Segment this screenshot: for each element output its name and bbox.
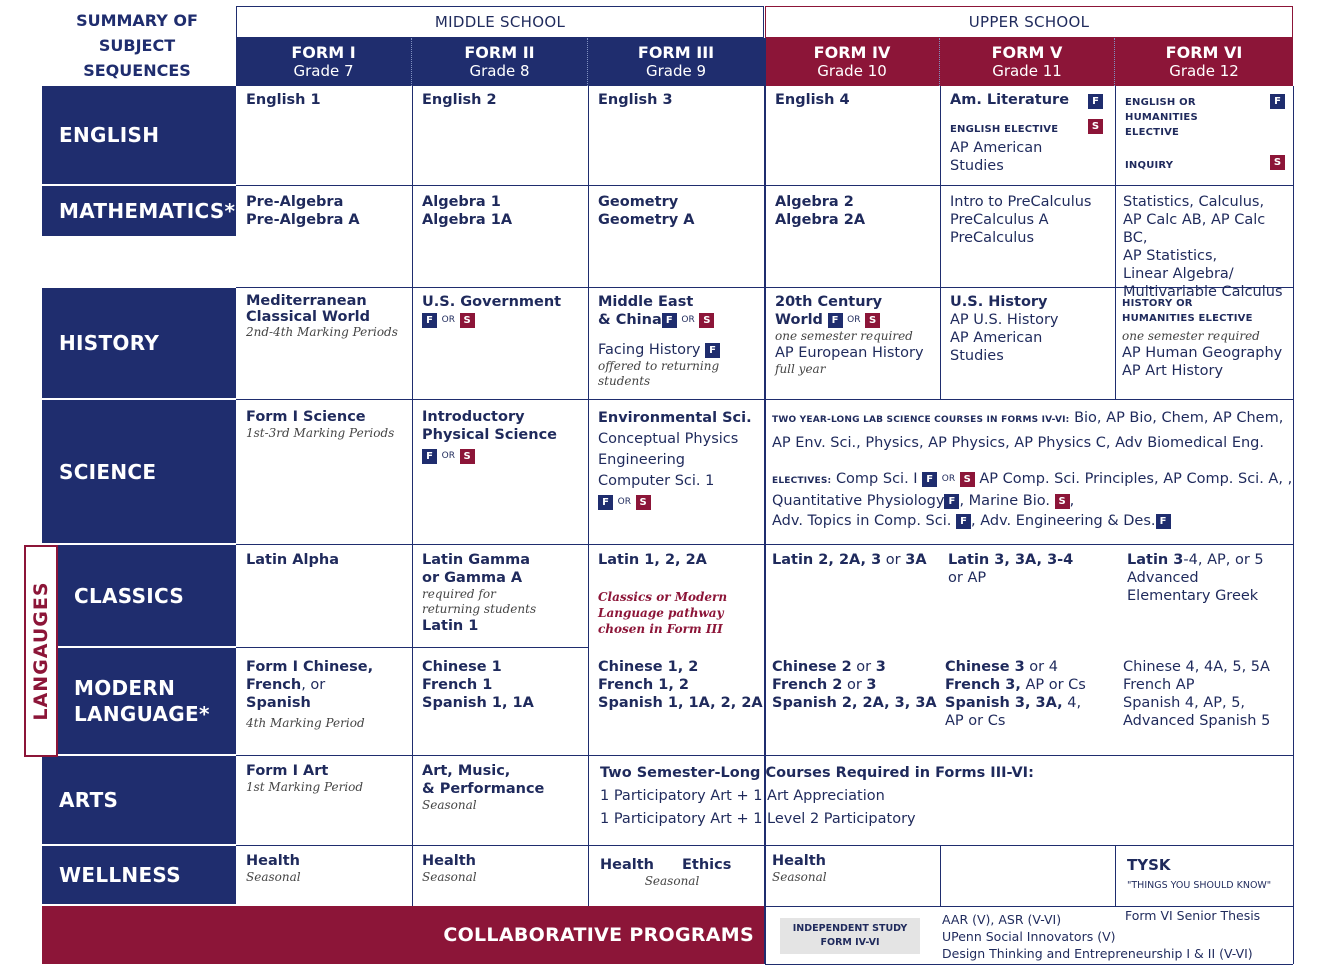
wellness-form-4 xyxy=(765,846,940,904)
middle-school-header: MIDDLE SCHOOL xyxy=(236,6,764,38)
modern-f5-row xyxy=(945,676,1115,694)
english-form-3: English 3 xyxy=(598,92,673,108)
fall-tag: F xyxy=(828,313,843,328)
spring-tag: S xyxy=(960,472,975,487)
science-line: Physical Science xyxy=(422,427,557,443)
classics-line: or Gamma A xyxy=(422,570,523,586)
wellness-note: Seasonal xyxy=(644,874,700,888)
modern-line: Spanish 4, AP, 5, xyxy=(1123,695,1246,711)
modern-f4-row xyxy=(772,676,940,694)
pathway-note xyxy=(598,589,764,637)
history-line: Facing History xyxy=(598,342,701,358)
form-name: FORM I xyxy=(291,43,356,62)
collab-program: UPenn Social Innovators (V) xyxy=(942,929,1116,944)
modern-f1-row xyxy=(246,676,412,694)
science-line: Introductory xyxy=(422,409,525,425)
modern-line: 3 xyxy=(866,677,877,693)
modern-note: 4th Marking Period xyxy=(246,716,365,730)
science-elective: AP Comp. Sci. Principles, AP Comp. Sci. A, , xyxy=(979,471,1293,487)
science-elective: , Marine Bio. xyxy=(959,493,1050,509)
science-elective: Quantitative Physiology xyxy=(772,493,945,509)
history-line: AP European History xyxy=(775,345,924,361)
or-text: OR xyxy=(617,497,631,507)
english-f5-title: Am. Literature xyxy=(950,92,1070,108)
history-line: AP American xyxy=(950,330,1043,346)
history-line: 20th Century xyxy=(775,294,883,310)
wellness-form-3 xyxy=(588,846,764,904)
upper-school-header: UPPER SCHOOL xyxy=(765,6,1293,38)
math-line: Intro to PreCalculus xyxy=(950,194,1092,210)
title-line: SEQUENCES xyxy=(83,61,191,80)
fall-tag: F xyxy=(422,313,437,328)
independent-study-line: FORM IV-VI xyxy=(820,937,880,948)
languages-label: LANGAUGES xyxy=(30,581,52,721)
history-note: full year xyxy=(775,362,826,376)
arts-requirement: 1 Participatory Art + 1 Art Appreciation xyxy=(600,788,885,804)
history-form-5 xyxy=(940,288,1115,398)
row-label-modern-language xyxy=(58,648,236,754)
fall-tag: F xyxy=(1088,94,1103,109)
math-form-2 xyxy=(412,186,588,286)
modern-form-6 xyxy=(1115,649,1293,754)
spring-tag: S xyxy=(636,495,651,510)
arts-line: Form I Art xyxy=(246,763,329,779)
arts-line: & Performance xyxy=(422,781,545,797)
spring-tag: S xyxy=(1088,119,1103,134)
english-f6-row xyxy=(1125,94,1293,110)
wellness-line: Health xyxy=(772,853,826,869)
classics-note: returning students xyxy=(422,602,537,616)
or-text: OR xyxy=(441,315,455,325)
form-grade: Grade 7 xyxy=(293,62,354,80)
row-label-math: MATHEMATICS* xyxy=(42,186,236,236)
modern-line: Chinese 4, 4A, 5, 5A xyxy=(1123,659,1270,675)
history-line: HISTORY OR xyxy=(1122,298,1193,309)
classics-form-5 xyxy=(940,545,1115,646)
spring-tag: S xyxy=(460,449,475,464)
form-grade: Grade 11 xyxy=(992,62,1062,80)
science-lab-label: TWO YEAR-LONG LAB SCIENCE COURSES IN FORMS IV-VI: xyxy=(772,415,1070,425)
english-f6-line: ENGLISH OR xyxy=(1125,97,1196,108)
modern-form-4 xyxy=(765,649,940,754)
classics-line: Latin 3 xyxy=(1127,552,1184,568)
modern-line: or xyxy=(842,677,867,693)
math-form-4 xyxy=(765,186,940,286)
form-header-2 xyxy=(412,38,588,86)
modern-f5-row xyxy=(945,694,1115,712)
math-line: Algebra 1A xyxy=(422,212,513,228)
form-grade: Grade 8 xyxy=(469,62,530,80)
form-grade: Grade 10 xyxy=(817,62,887,80)
modern-label-line: MODERN xyxy=(74,676,176,700)
modern-line: Spanish 2, 2A, 3, 3A xyxy=(772,695,937,711)
english-form-1: English 1 xyxy=(246,92,321,108)
history-line: HUMANITIES ELECTIVE xyxy=(1122,313,1253,324)
math-line: Geometry xyxy=(598,194,679,210)
english-f6-inquiry: INQUIRY xyxy=(1125,160,1174,171)
independent-study-line: INDEPENDENT STUDY xyxy=(792,923,908,934)
row-label-wellness: WELLNESS xyxy=(42,846,236,904)
grid-line xyxy=(765,906,1293,907)
science-lab-line xyxy=(772,408,1293,430)
math-line: Statistics, Calculus, xyxy=(1123,194,1265,210)
history-line: AP Human Geography xyxy=(1122,345,1283,361)
form-name: FORM II xyxy=(464,43,535,62)
science-elective: Adv. Topics in Comp. Sci. xyxy=(772,513,952,529)
classics-form-2 xyxy=(412,545,588,646)
science-elective-line xyxy=(772,511,1293,531)
math-line: Multivariable Calculus xyxy=(1123,284,1283,300)
grid-line xyxy=(1293,86,1294,964)
science-form-3 xyxy=(588,400,764,543)
modern-line: Chinese 3 xyxy=(945,659,1025,675)
row-label-science: SCIENCE xyxy=(42,400,236,543)
wellness-form-1 xyxy=(236,846,412,904)
languages-tab xyxy=(24,545,58,757)
form-header-6 xyxy=(1115,38,1293,86)
classics-note: required for xyxy=(422,587,496,601)
english-form-6 xyxy=(1115,86,1293,184)
science-form-1 xyxy=(236,400,412,543)
math-line: PreCalculus xyxy=(950,230,1035,246)
classics-line: or xyxy=(881,552,906,568)
modern-form-1 xyxy=(236,649,412,754)
science-form-2 xyxy=(412,400,588,543)
row-label-english: ENGLISH xyxy=(42,86,236,184)
title-line: SUMMARY OF xyxy=(76,11,198,30)
history-form-1 xyxy=(236,288,412,398)
title-line: SUBJECT xyxy=(98,36,176,55)
math-line: AP Calc AB, AP Calc BC, xyxy=(1123,212,1266,246)
english-f5-elective: ENGLISH ELECTIVE xyxy=(950,124,1059,135)
classics-line: -4, AP, or 5 xyxy=(1183,552,1264,568)
math-line: Algebra 2 xyxy=(775,194,854,210)
history-form-6 xyxy=(1115,288,1293,398)
spring-tag: S xyxy=(865,313,880,328)
spring-tag: S xyxy=(1055,494,1070,509)
modern-line: Chinese 1 xyxy=(422,659,502,675)
math-line: Algebra 2A xyxy=(775,212,866,228)
wellness-note: Seasonal xyxy=(422,870,477,884)
fall-tag: F xyxy=(1270,94,1285,109)
history-line: Classical World xyxy=(246,309,370,325)
math-form-6 xyxy=(1115,186,1293,300)
grid-line xyxy=(765,964,1293,965)
arts-requirement: 1 Participatory Art + 1 Level 2 Participatory xyxy=(600,811,916,827)
science-line: Computer Sci. 1 xyxy=(598,473,715,489)
classics-line: or AP xyxy=(948,570,987,586)
modern-line: French 1, 2 xyxy=(598,677,689,693)
math-line: AP Statistics, xyxy=(1123,248,1218,264)
fs-tags xyxy=(598,492,764,514)
arts-note: Seasonal xyxy=(422,798,477,812)
wellness-line: TYSK xyxy=(1127,856,1171,874)
classics-line: Latin Gamma xyxy=(422,552,530,568)
modern-line: Spanish 1, 1A xyxy=(422,695,534,711)
wellness-line: Health xyxy=(422,853,476,869)
classics-line: Elementary Greek xyxy=(1127,588,1259,604)
form-name: FORM VI xyxy=(1165,43,1243,62)
wellness-note: Seasonal xyxy=(246,870,301,884)
math-line: Pre-Algebra A xyxy=(246,212,360,228)
math-line: Linear Algebra/ xyxy=(1123,266,1234,282)
math-line: PreCalculus A xyxy=(950,212,1049,228)
classics-line: Latin 1, 2, 2A xyxy=(598,552,707,568)
modern-line: 3 xyxy=(875,659,886,675)
collab-program: Design Thinking and Entrepreneurship I & II (V-VI) xyxy=(942,946,1253,961)
fall-tag: F xyxy=(422,449,437,464)
science-elective: , xyxy=(1069,493,1075,509)
modern-line: Spanish 1, 1A, 2, 2A xyxy=(598,695,763,711)
modern-form-5 xyxy=(940,649,1115,754)
math-form-5 xyxy=(940,186,1115,286)
form-name: FORM IV xyxy=(813,43,891,62)
classics-form-1: Latin Alpha xyxy=(246,552,339,568)
fall-tag: F xyxy=(1156,514,1171,529)
modern-line: Advanced Spanish 5 xyxy=(1123,713,1271,729)
pathway-note-line: chosen in Form III xyxy=(598,622,723,636)
modern-line: Form I Chinese, xyxy=(246,659,374,675)
english-form-5 xyxy=(940,86,1115,184)
fall-tag: F xyxy=(662,313,677,328)
modern-line: Chinese 1, 2 xyxy=(598,659,699,675)
math-form-3 xyxy=(588,186,764,286)
classics-line: Advanced xyxy=(1127,570,1199,586)
science-elective-label: ELECTIVES: xyxy=(772,476,832,486)
history-f3-row xyxy=(598,311,764,329)
wellness-f3-row xyxy=(600,856,764,874)
classics-line: Latin 3, 3A, 3-4 xyxy=(948,552,1074,568)
spring-tag: S xyxy=(699,313,714,328)
fall-tag: F xyxy=(922,472,937,487)
modern-line: Spanish 3, 3A, xyxy=(945,695,1063,711)
pathway-note-line: Classics or Modern xyxy=(598,590,728,604)
science-elective: Comp Sci. I xyxy=(835,471,918,487)
wellness-line: Ethics xyxy=(681,857,732,873)
science-note: 1st-3rd Marking Periods xyxy=(246,426,395,440)
fall-tag: F xyxy=(956,514,971,529)
science-line: Engineering xyxy=(598,452,685,468)
modern-line: Spanish xyxy=(246,695,311,711)
classics-line: Latin 2, 2A, 3 xyxy=(772,552,882,568)
or-text: OR xyxy=(681,315,695,325)
history-line: U.S. Government xyxy=(422,294,562,310)
history-note: 2nd-4th Marking Periods xyxy=(246,325,398,339)
modern-line: French 2 xyxy=(772,677,843,693)
grid-line xyxy=(236,647,588,648)
history-line: Middle East xyxy=(598,294,694,310)
modern-f5-row xyxy=(945,658,1115,676)
modern-line: or xyxy=(851,659,876,675)
arts-line: Art, Music, xyxy=(422,763,511,779)
row-label-history: HISTORY xyxy=(42,288,236,398)
history-line: AP Art History xyxy=(1122,363,1224,379)
fs-tags xyxy=(422,311,588,329)
wellness-line: Health xyxy=(246,853,300,869)
wellness-note: "THINGS YOU SHOULD KNOW" xyxy=(1127,880,1272,891)
english-form-2: English 2 xyxy=(422,92,497,108)
form-header-5 xyxy=(940,38,1115,86)
spring-tag: S xyxy=(1270,155,1285,170)
spring-tag: S xyxy=(460,313,475,328)
modern-label-line: LANGUAGE* xyxy=(74,702,210,726)
history-line: Mediterranean xyxy=(246,293,367,309)
modern-line: or 4 xyxy=(1024,659,1058,675)
wellness-note: Seasonal xyxy=(772,870,827,884)
english-f6-line: ELECTIVE xyxy=(1125,127,1180,138)
classics-line: Latin 1 xyxy=(422,618,479,634)
classics-form-4 xyxy=(765,545,940,646)
science-line: Environmental Sci. xyxy=(598,410,752,426)
form-header-3 xyxy=(588,38,764,86)
history-line: AP U.S. History xyxy=(950,312,1059,328)
english-f6-line: HUMANITIES xyxy=(1125,112,1198,123)
math-line: Geometry A xyxy=(598,212,695,228)
english-f5-line: Studies xyxy=(950,158,1004,174)
modern-line: French 3, xyxy=(945,677,1021,693)
history-form-4 xyxy=(765,288,940,398)
history-line: Studies xyxy=(950,348,1004,364)
form-header-4 xyxy=(765,38,940,86)
modern-line: 4, xyxy=(1062,695,1082,711)
or-text: OR xyxy=(847,315,861,325)
modern-line: French AP xyxy=(1123,677,1195,693)
form-grade: Grade 9 xyxy=(645,62,707,80)
english-f5-title-row xyxy=(950,91,1115,109)
history-note: one semester required xyxy=(775,329,913,343)
form-grade: Grade 12 xyxy=(1169,62,1239,80)
science-line: Conceptual Physics xyxy=(598,431,739,447)
science-line: Form I Science xyxy=(246,409,366,425)
science-lab-text: AP Env. Sci., Physics, AP Physics, AP Physics C, Adv Biomedical Eng. xyxy=(772,435,1264,451)
collaborative-programs-banner xyxy=(42,906,764,964)
collab-program: AAR (V), ASR (V-VI) xyxy=(942,912,1062,927)
wellness-form-2 xyxy=(412,846,588,904)
modern-line: AP or Cs xyxy=(1020,677,1086,693)
history-note: one semester required xyxy=(1122,329,1260,343)
pathway-note-line: Language pathway xyxy=(598,606,724,620)
history-note: offered to returning students xyxy=(598,359,720,388)
grid-line xyxy=(940,846,941,906)
science-elective-line xyxy=(772,491,1293,511)
classics-label-text: CLASSICS xyxy=(74,583,185,608)
senior-thesis: Form VI Senior Thesis xyxy=(1125,908,1261,923)
independent-study-badge xyxy=(780,918,920,954)
science-elective-line xyxy=(772,469,1293,491)
wellness-line: Health xyxy=(600,857,654,873)
english-f5-line: AP American xyxy=(950,140,1043,156)
science-elective: , Adv. Engineering & Des. xyxy=(970,513,1156,529)
arts-form-2 xyxy=(412,756,588,844)
modern-form-2 xyxy=(412,649,588,754)
arts-forms-3-6 xyxy=(588,756,1293,844)
modern-line: Chinese 2 xyxy=(772,659,852,675)
science-lab-text: Bio, AP Bio, Chem, AP Chem, xyxy=(1074,410,1284,426)
history-form-2 xyxy=(412,288,588,398)
classics-f6-row xyxy=(1127,551,1293,569)
modern-line: French xyxy=(246,677,302,693)
english-f6-inquiry-row xyxy=(1125,157,1293,173)
page-title xyxy=(42,8,232,83)
row-label-classics xyxy=(58,545,236,646)
math-line: Pre-Algebra xyxy=(246,194,344,210)
fall-tag: F xyxy=(705,343,720,358)
arts-form-1 xyxy=(236,756,412,844)
math-form-1 xyxy=(236,186,412,286)
english-form-4: English 4 xyxy=(775,92,850,108)
fall-tag: F xyxy=(944,494,959,509)
or-text: OR xyxy=(941,474,956,484)
history-line: & China xyxy=(598,312,662,328)
arts-requirement-title: Two Semester-Long Courses Required in Forms III-VI: xyxy=(600,765,1034,781)
wellness-form-6 xyxy=(1115,846,1293,904)
modern-line: French 1 xyxy=(422,677,493,693)
history-line: U.S. History xyxy=(950,294,1048,310)
row-label-arts: ARTS xyxy=(42,756,236,844)
fall-tag: F xyxy=(598,495,613,510)
form-name: FORM III xyxy=(637,43,715,62)
form-header-1 xyxy=(236,38,412,86)
fs-tags xyxy=(422,447,588,465)
history-line: World xyxy=(775,312,823,328)
or-text: OR xyxy=(441,451,455,461)
classics-line: 3A xyxy=(905,552,927,568)
classics-form-6 xyxy=(1115,545,1293,646)
math-line: Algebra 1 xyxy=(422,194,501,210)
modern-f4-row xyxy=(772,658,940,676)
modern-line: AP or Cs xyxy=(945,713,1006,729)
history-form-3 xyxy=(588,288,764,398)
modern-line: , or xyxy=(301,677,326,693)
history-f3-facing xyxy=(598,341,764,359)
collaborative-programs-label: COLLABORATIVE PROGRAMS xyxy=(443,924,754,946)
science-upper-school xyxy=(765,400,1293,543)
history-f4-row xyxy=(775,311,940,329)
modern-form-3 xyxy=(588,649,764,754)
arts-note: 1st Marking Period xyxy=(246,780,364,794)
english-f5-elective-row xyxy=(950,119,1115,139)
form-name: FORM V xyxy=(991,43,1063,62)
